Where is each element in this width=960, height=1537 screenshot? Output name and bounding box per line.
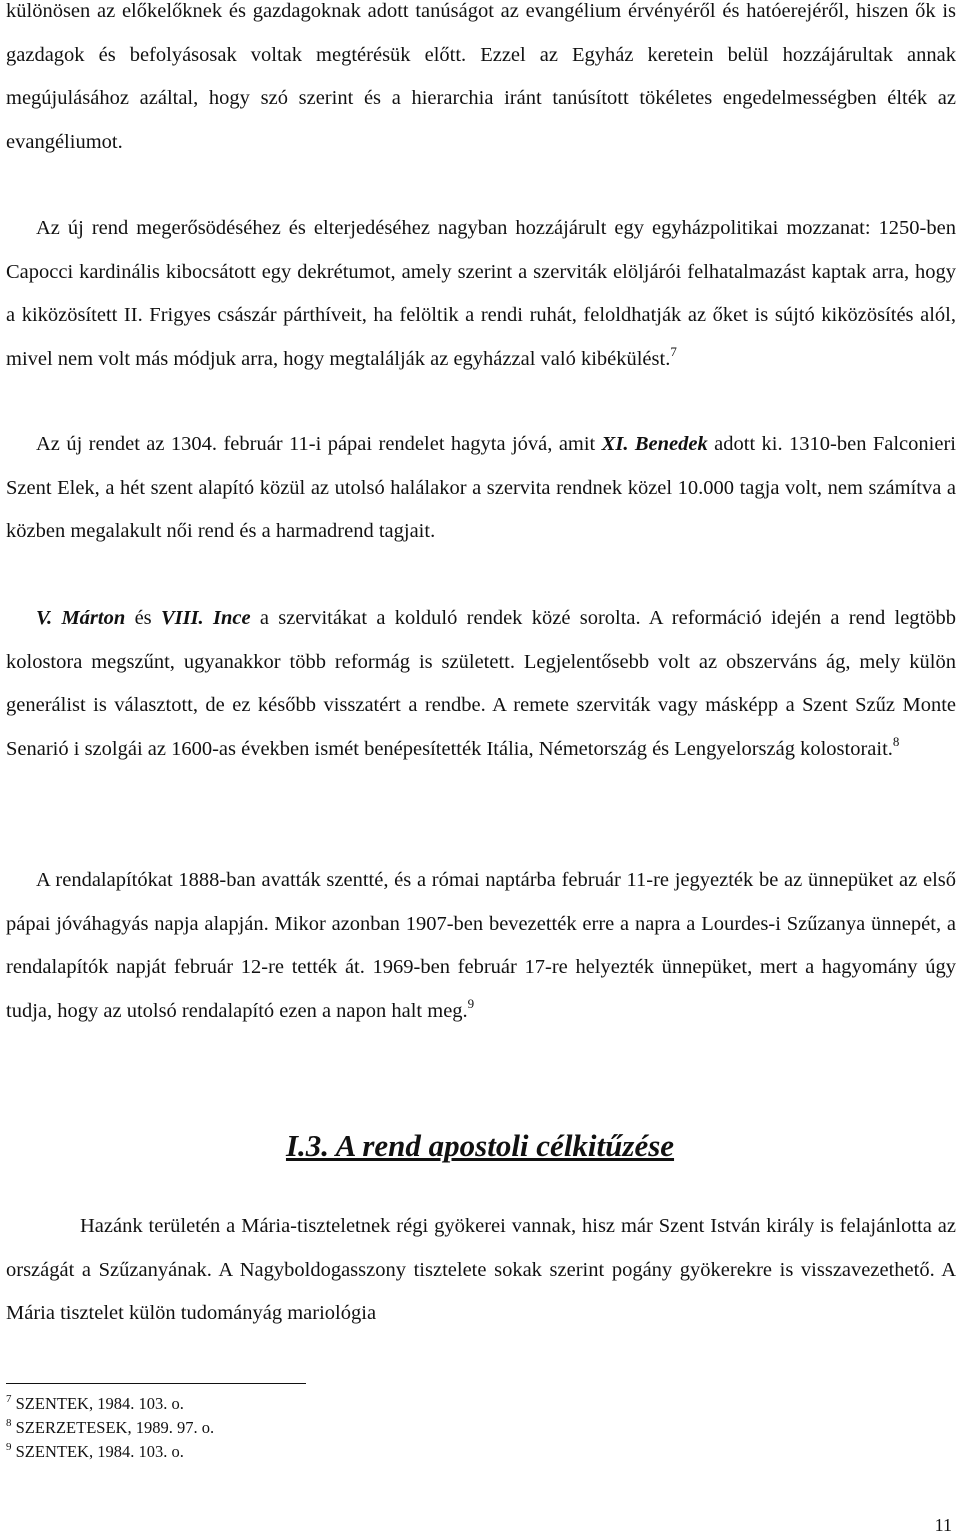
paragraph-6-text: Hazánk területén a Mária-tiszteletnek régi gyökerei vannak, hisz már Szent István király is felajánlotta az országát a Szűzanyának. A Nagyboldogasszony tisztelete sokak szerint pogány gyökerekre is visszavezethető. A Mária tisztelet külön tudományág mariológia	[6, 1215, 956, 1324]
footnote-text: SZENTEK, 1984. 103. o.	[15, 1394, 184, 1413]
footnote-8	[6, 1416, 606, 1440]
paragraph-1-text: különösen az előkelőknek és gazdagoknak adott tanúságot az evangélium érvényéről és hatóerejéről, hiszen ők is gazdagok és befolyásosak voltak megtérésük előtt. Ezzel az Egyház keretein belül hozzájárultak annak megújulásához azáltal, hogy szó szerint és a hierarchia iránt tanúsított tökéletes engedelmességben élték az evangéliumot.	[6, 0, 956, 153]
footnote-7	[6, 1392, 606, 1416]
pope-name-marton: V. Márton	[36, 607, 126, 629]
paragraph-4-conjunction: és	[125, 607, 161, 629]
pope-name-ince: VIII. Ince	[160, 607, 251, 629]
paragraph-2	[6, 207, 956, 381]
paragraph-4	[6, 597, 956, 771]
paragraph-2-text: Az új rend megerősödéséhez és elterjedéséhez nagyban hozzájárult egy egyházpolitikai mozzanat: 1250-ben Capocci kardinális kibocsátott egy dekrétumot, amely szerint a szerviták elöljárói felhatalmazást kaptak arra, hogy a kiközösített II. Frigyes császár párthíveit, ha felöltik a rendi ruhát, feloldhatják az őket is sújtó kiközösítés alól, mivel nem volt más módjuk arra, hogy megtalálják az egyházzal való kibékülést.	[6, 217, 956, 370]
paragraph-1	[6, 0, 956, 164]
footnote-number: 8	[6, 1417, 12, 1429]
footnote-ref-7[interactable]: 7	[670, 343, 677, 359]
paragraph-4-text: a szervitákat a kolduló rendek közé sorolta. A reformáció idején a rend legtöbb kolostora megszűnt, ugyanakkor több reformág is született. Legjelentősebb volt az obszerváns ág, mely külön generálist is választott, de ez később visszatért a rendbe. A remete szerviták vagy másképp a Szent Szűz Monte Senarió i szolgái az 1600-as években ismét benépesítették Itália, Németország és Lengyelország kolostorait.	[6, 607, 956, 760]
paragraph-3	[6, 423, 956, 554]
footnote-number: 9	[6, 1441, 12, 1453]
paragraph-3-text-after: adott ki. 1310-ben Falconieri Szent Elek, a hét szent alapító közül az utolsó halálakor a szervita rendnek közel 10.000 tagja volt, nem számítva a közben megalakult női rend és a harmadrend tagjait.	[6, 433, 956, 542]
paragraph-6	[6, 1205, 956, 1336]
footnote-text: SZERZETESEK, 1989. 97. o.	[15, 1418, 215, 1437]
pope-name-benedek: XI. Benedek	[601, 433, 708, 455]
footnote-ref-8[interactable]: 8	[892, 733, 900, 749]
page-number: 11	[934, 1515, 952, 1535]
footnotes	[6, 1392, 606, 1464]
paragraph-3-text-before: Az új rendet az 1304. február 11-i pápai rendelet hagyta jóvá, amit	[36, 433, 602, 455]
section-heading: I.3. A rend apostoli célkitűzése	[285, 1128, 675, 1163]
paragraph-5-text: A rendalapítókat 1888-ban avatták szentté, és a római naptárba február 11-re jegyezték be az ünnepüket az első pápai jóváhagyás napja alapján. Mikor azonban 1907-ben bevezették erre a napra a Lourdes-i Szűzanya ünnepét, a rendalapítók napját február 12-re tették át. 1969-ben február 17-re helyezték ünnepüket, mert a hagyomány úgy tudja, hogy az utolsó rendalapító ezen a napon halt meg.	[6, 869, 956, 1022]
footnote-separator	[6, 1383, 306, 1384]
footnote-9	[6, 1440, 606, 1464]
footnote-ref-9[interactable]: 9	[467, 995, 475, 1011]
paragraph-5	[6, 859, 956, 1033]
footnote-number: 7	[6, 1393, 12, 1405]
footnote-text: SZENTEK, 1984. 103. o.	[15, 1442, 184, 1461]
